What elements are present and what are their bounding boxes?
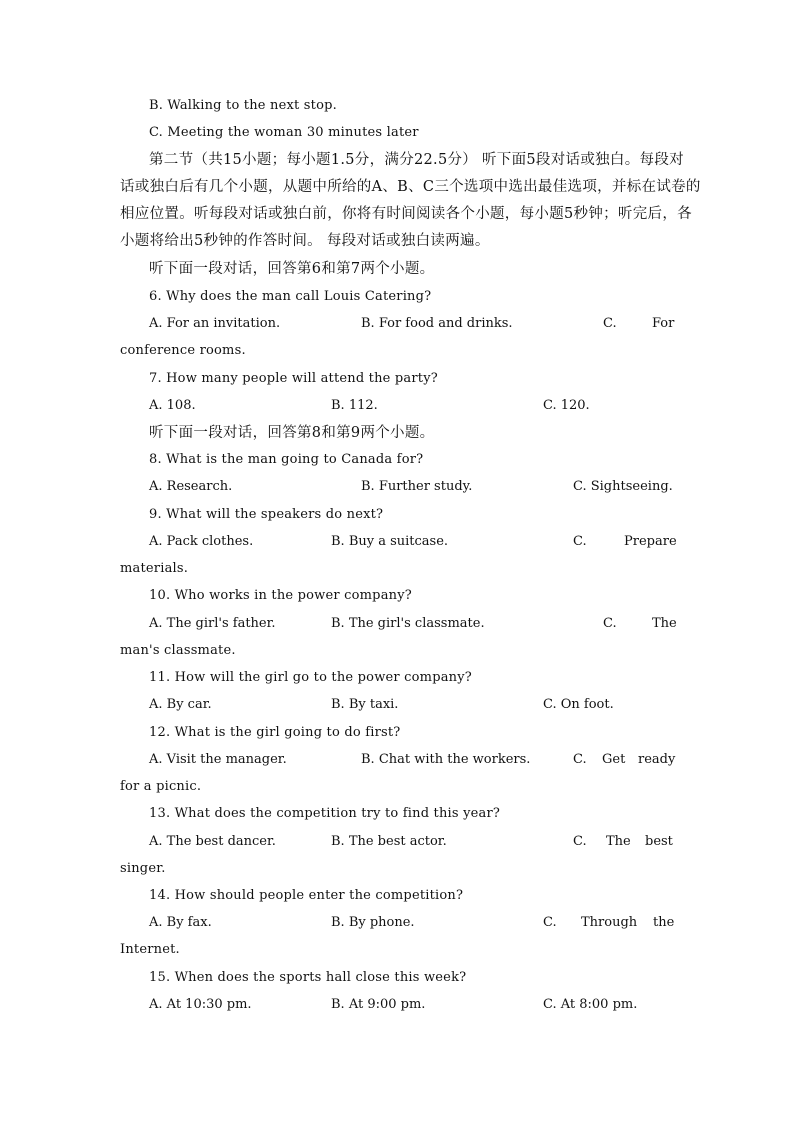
section2-line-4: 小题将给出5秒钟的作答时间。 每段对话或独白读两遍。 bbox=[120, 233, 490, 249]
section2-line-3: 相应位置。听每段对话或独白前，你将有时间阅读各个小题，每小题5秒钟；听完后，各 bbox=[120, 206, 692, 222]
q11-option-c: C. On foot. bbox=[543, 697, 614, 712]
question-11: 11. How will the girl go to the power company? bbox=[149, 670, 472, 685]
q12-option-c-prefix: C. bbox=[573, 752, 587, 767]
q9-option-c-prefix: C. bbox=[573, 534, 587, 549]
q7-option-b: B. 112. bbox=[331, 398, 378, 413]
q8-option-b: B. Further study. bbox=[361, 479, 473, 494]
section2-line-1: 第二节（共15小题；每小题1.5分，满分22.5分） 听下面5段对话或独白。每段对 bbox=[149, 152, 684, 168]
q14-option-c-continued: Internet. bbox=[120, 942, 180, 957]
question-15: 15. When does the sports hall close this week? bbox=[149, 970, 467, 985]
question-13: 13. What does the competition try to find this year? bbox=[149, 806, 501, 821]
q7-option-a: A. 108. bbox=[149, 398, 196, 413]
q11-option-b: B. By taxi. bbox=[331, 697, 399, 712]
q12-option-c-continued: for a picnic. bbox=[120, 779, 202, 794]
q13-option-c-word: best bbox=[645, 834, 673, 849]
group2-intro: 听下面一段对话，回答第8和第9两个小题。 bbox=[149, 425, 435, 441]
question-9: 9. What will the speakers do next? bbox=[149, 507, 384, 522]
q6-option-a: A. For an invitation. bbox=[149, 316, 281, 331]
question-14: 14. How should people enter the competition? bbox=[149, 888, 464, 903]
q13-option-a: A. The best dancer. bbox=[149, 834, 276, 849]
q6-option-b: B. For food and drinks. bbox=[361, 316, 513, 331]
q14-option-c-mid: Through bbox=[581, 915, 638, 930]
q14-option-c-prefix: C. bbox=[543, 915, 557, 930]
q10-option-b: B. The girl's classmate. bbox=[331, 616, 485, 631]
option-b-walking: B. Walking to the next stop. bbox=[149, 98, 337, 113]
q12-option-c-word: ready bbox=[638, 752, 676, 767]
question-12: 12. What is the girl going to do first? bbox=[149, 725, 401, 740]
q14-option-b: B. By phone. bbox=[331, 915, 415, 930]
q13-option-c-continued: singer. bbox=[120, 861, 166, 876]
q9-option-c-continued: materials. bbox=[120, 561, 189, 576]
q6-option-c-word: For bbox=[652, 316, 675, 331]
q12-option-b: B. Chat with the workers. bbox=[361, 752, 531, 767]
q13-option-c-mid: The bbox=[606, 834, 631, 849]
q6-option-c-continued: conference rooms. bbox=[120, 343, 246, 358]
q12-option-a: A. Visit the manager. bbox=[149, 752, 287, 767]
question-8: 8. What is the man going to Canada for? bbox=[149, 452, 424, 467]
group1-intro: 听下面一段对话，回答第6和第7两个小题。 bbox=[149, 261, 435, 277]
q13-option-c-prefix: C. bbox=[573, 834, 587, 849]
q15-option-c: C. At 8:00 pm. bbox=[543, 997, 638, 1012]
q15-option-b: B. At 9:00 pm. bbox=[331, 997, 426, 1012]
q14-option-c-word: the bbox=[653, 915, 675, 930]
question-10: 10. Who works in the power company? bbox=[149, 588, 412, 603]
q9-option-b: B. Buy a suitcase. bbox=[331, 534, 449, 549]
q9-option-a: A. Pack clothes. bbox=[149, 534, 254, 549]
question-7: 7. How many people will attend the party? bbox=[149, 371, 438, 386]
question-6: 6. Why does the man call Louis Catering? bbox=[149, 289, 432, 304]
q12-option-c-mid: Get bbox=[602, 752, 626, 767]
section2-line-2: 话或独白后有几个小题，从题中所给的A、B、C三个选项中选出最佳选项，并标在试卷的 bbox=[120, 179, 701, 195]
q8-option-c: C. Sightseeing. bbox=[573, 479, 673, 494]
q9-option-c-word: Prepare bbox=[624, 534, 677, 549]
q14-option-a: A. By fax. bbox=[149, 915, 212, 930]
q13-option-b: B. The best actor. bbox=[331, 834, 447, 849]
q7-option-c: C. 120. bbox=[543, 398, 590, 413]
q6-option-c-prefix: C. bbox=[603, 316, 617, 331]
q10-option-c-continued: man's classmate. bbox=[120, 643, 236, 658]
q8-option-a: A. Research. bbox=[149, 479, 233, 494]
q11-option-a: A. By car. bbox=[149, 697, 212, 712]
option-c-meeting: C. Meeting the woman 30 minutes later bbox=[149, 125, 419, 140]
q10-option-a: A. The girl's father. bbox=[149, 616, 276, 631]
q15-option-a: A. At 10:30 pm. bbox=[149, 997, 252, 1012]
q10-option-c-prefix: C. bbox=[603, 616, 617, 631]
q10-option-c-word: The bbox=[652, 616, 677, 631]
